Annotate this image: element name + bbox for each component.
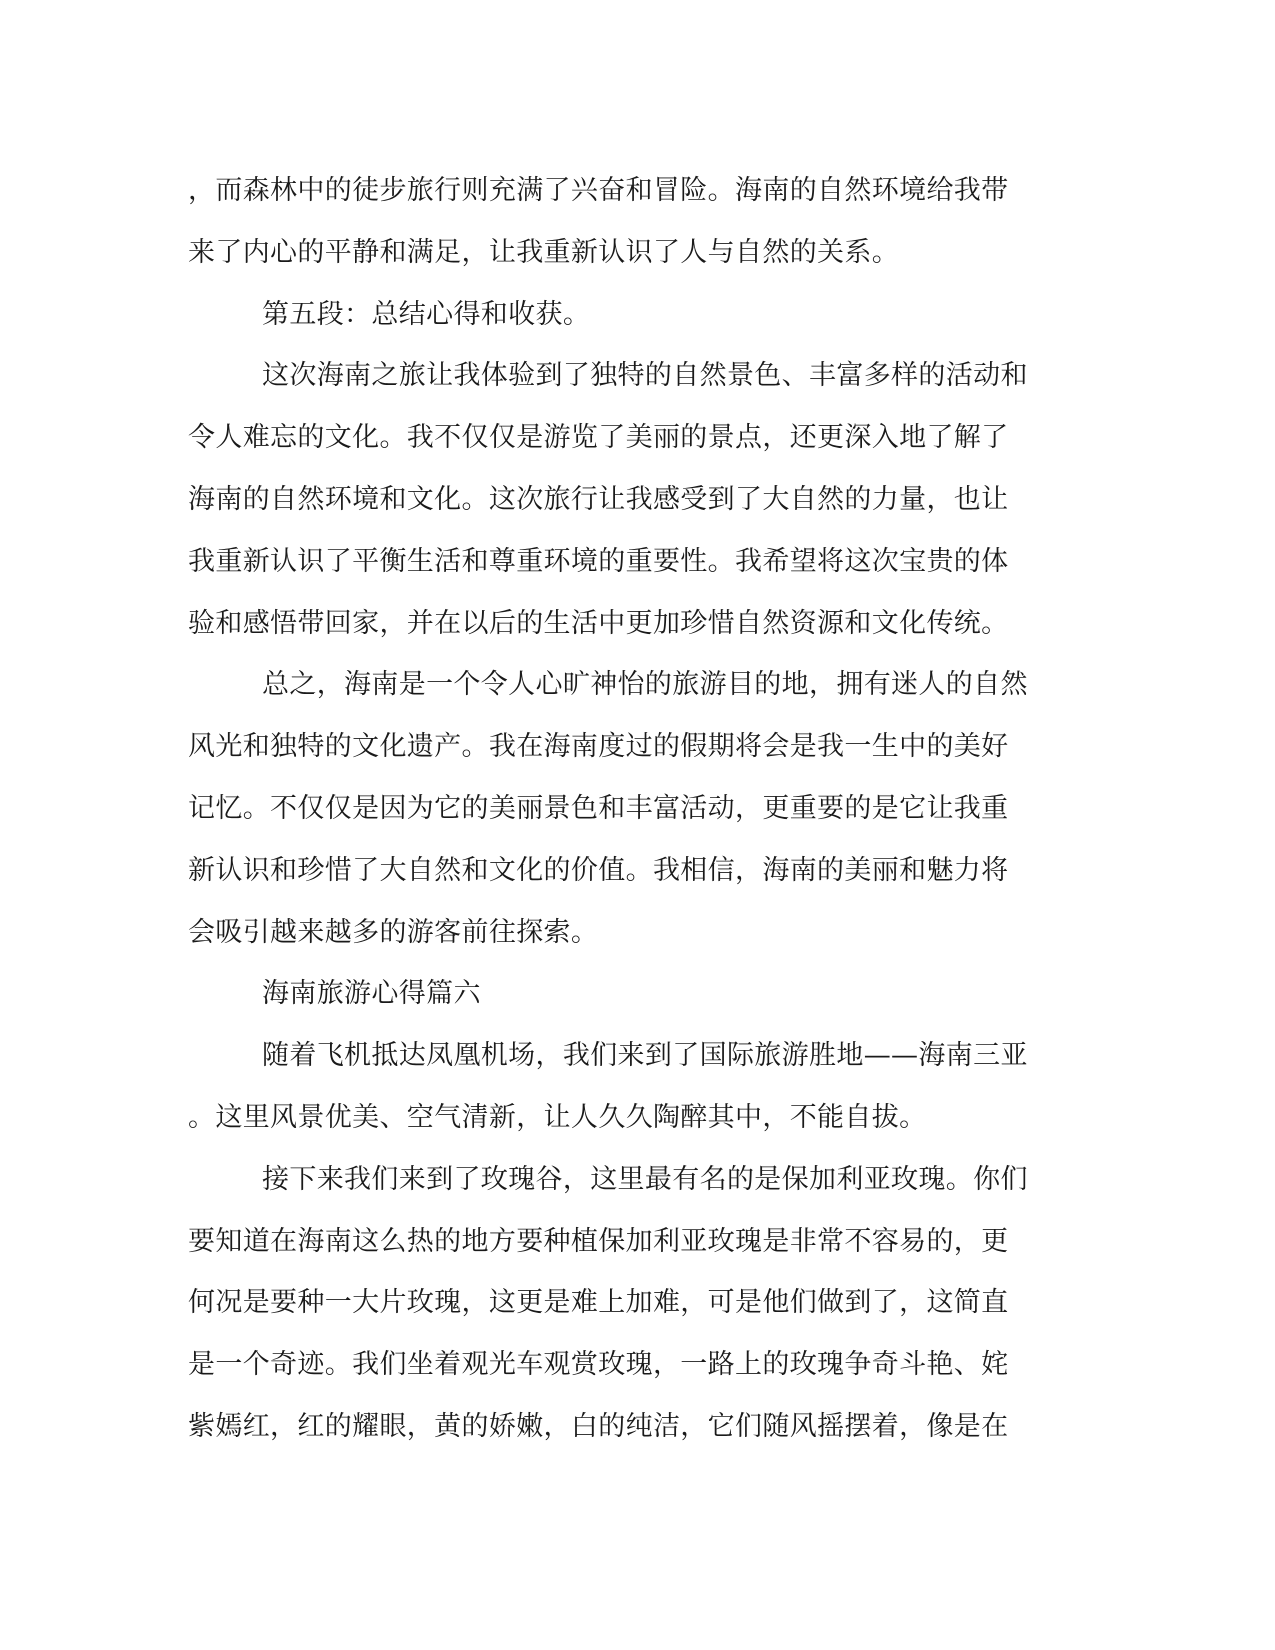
text-line: 会吸引越来越多的游客前往探索。 xyxy=(188,916,599,948)
text-line: 何况是要种一大片玫瑰，这更是难上加难，可是他们做到了，这简直 xyxy=(188,1287,1009,1319)
text-line: 海南的自然环境和文化。这次旅行让我感受到了大自然的力量，也让 xyxy=(188,483,1009,515)
text-line: 风光和独特的文化遗产。我在海南度过的假期将会是我一生中的美好 xyxy=(188,731,1009,763)
text-line: 记忆。不仅仅是因为它的美丽景色和丰富活动，更重要的是它让我重 xyxy=(188,792,1009,824)
text-line: 新认识和珍惜了大自然和文化的价值。我相信，海南的美丽和魅力将 xyxy=(188,854,1009,886)
text-line: ，而森林中的徒步旅行则充满了兴奋和冒险。海南的自然环境给我带 xyxy=(188,175,1009,206)
text-line: 紫嫣红，红的耀眼，黄的娇嫩，白的纯洁，它们随风摇摆着，像是在 xyxy=(188,1410,1009,1442)
text-line: 总之，海南是一个令人心旷神怡的旅游目的地，拥有迷人的自然 xyxy=(262,669,1028,701)
text-line: 接下来我们来到了玫瑰谷，这里最有名的是保加利亚玫瑰。你们 xyxy=(262,1163,1028,1195)
document-body xyxy=(188,160,1078,1458)
text-line: 来了内心的平静和满足，让我重新认识了人与自然的关系。 xyxy=(188,236,900,268)
text-line: 令人难忘的文化。我不仅仅是游览了美丽的景点，还更深入地了解了 xyxy=(188,422,1009,454)
text-line: 要知道在海南这么热的地方要种植保加利亚玫瑰是非常不容易的，更 xyxy=(188,1225,1009,1257)
text-line: 随着飞机抵达凤凰机场，我们来到了国际旅游胜地——海南三亚 xyxy=(262,1040,1028,1072)
text-line: 我重新认识了平衡生活和尊重环境的重要性。我希望将这次宝贵的体 xyxy=(188,545,1009,577)
text-line: 验和感悟带回家，并在以后的生活中更加珍惜自然资源和文化传统。 xyxy=(188,607,1009,639)
section-heading: 第五段：总结心得和收获。 xyxy=(262,298,591,330)
text-line: 。这里风景优美、空气清新，让人久久陶醉其中，不能自拔。 xyxy=(188,1101,927,1133)
text-line: 这次海南之旅让我体验到了独特的自然景色、丰富多样的活动和 xyxy=(262,360,1028,392)
text-line: 是一个奇迹。我们坐着观光车观赏玫瑰，一路上的玫瑰争奇斗艳、姹 xyxy=(188,1349,1009,1381)
section-title: 海南旅游心得篇六 xyxy=(262,978,481,1010)
